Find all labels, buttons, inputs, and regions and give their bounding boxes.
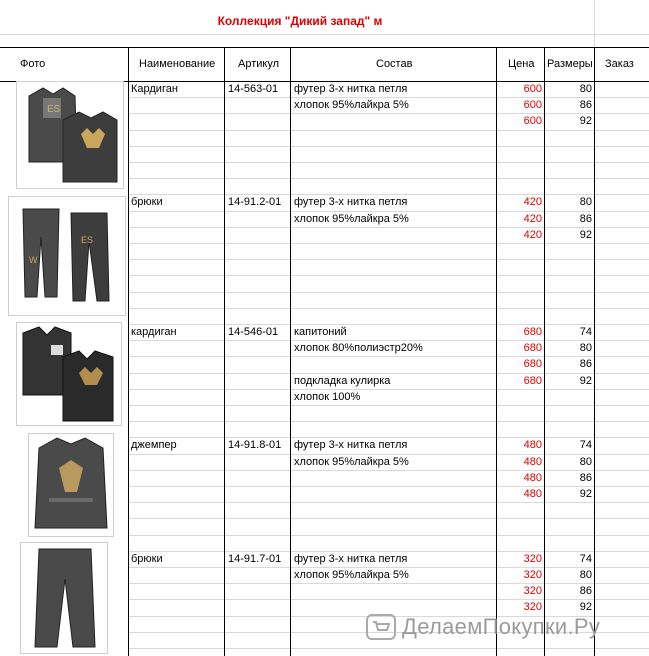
product-price: 680 <box>523 358 542 371</box>
watermark <box>366 612 600 642</box>
product-composition: хлопок 95%лайкра 5% <box>294 99 409 112</box>
cardigan-hoodie-image <box>16 81 124 189</box>
header-order: Заказ <box>605 58 634 70</box>
header-article: Артикул <box>238 58 280 70</box>
header-name: Наименование <box>139 58 216 70</box>
product-price: 480 <box>523 471 542 484</box>
product-price: 680 <box>523 326 542 338</box>
svg-text:ES: ES <box>47 104 61 115</box>
product-price: 420 <box>523 212 542 225</box>
product-composition: подкладка кулирка <box>294 374 391 387</box>
product-composition: хлопок 100% <box>294 390 361 403</box>
product-price: 680 <box>523 342 542 355</box>
product-price: 320 <box>523 585 542 598</box>
product-size: 86 <box>579 212 592 225</box>
watermark-text: ДелаемПокупки.Ру <box>402 614 601 639</box>
header-sizes: Размеры <box>547 58 593 70</box>
product-composition: футер 3-х нитка петля <box>294 439 408 452</box>
collection-title: Коллекция "Дикий запад" м <box>217 14 383 28</box>
svg-text:ES: ES <box>81 235 94 245</box>
product-price: 320 <box>523 601 542 614</box>
product-composition: капитоний <box>294 326 347 338</box>
pants-image <box>8 196 126 316</box>
product-composition: хлопок 95%лайкра 5% <box>294 569 409 581</box>
product-size: 86 <box>579 99 592 112</box>
product-composition: футер 3-х нитка петля <box>294 196 408 209</box>
product-composition: футер 3-х нитка петля <box>294 83 408 95</box>
product-article: 14-91.2-01 <box>228 196 282 209</box>
product-name: брюки <box>131 552 163 565</box>
product-article: 14-91.8-01 <box>228 439 282 452</box>
product-name: джемпер <box>131 439 177 452</box>
product-price: 420 <box>523 196 542 209</box>
product-article: 14-91.7-01 <box>228 552 282 565</box>
product-price: 600 <box>523 83 542 95</box>
product-price: 420 <box>523 228 542 241</box>
product-price: 320 <box>523 552 542 565</box>
product-size: 92 <box>579 374 592 387</box>
product-size: 86 <box>579 358 592 371</box>
product-size: 92 <box>579 228 592 241</box>
cart-icon <box>366 614 396 640</box>
jumper-image <box>28 433 114 537</box>
product-size: 80 <box>579 455 592 468</box>
product-composition: футер 3-х нитка петля <box>294 552 408 565</box>
product-size: 92 <box>579 488 592 500</box>
product-composition: хлопок 95%лайкра 5% <box>294 212 409 225</box>
product-size: 74 <box>579 439 592 452</box>
pants-plain-image <box>20 542 108 654</box>
svg-text:W: W <box>29 255 38 265</box>
product-price: 480 <box>523 455 542 468</box>
product-name: кардиган <box>131 326 177 338</box>
product-size: 80 <box>579 83 592 95</box>
product-size: 92 <box>579 115 592 128</box>
product-price: 480 <box>523 488 542 500</box>
product-size: 80 <box>579 569 592 581</box>
product-article: 14-563-01 <box>228 83 279 95</box>
product-price: 680 <box>523 374 542 387</box>
product-price: 320 <box>523 569 542 581</box>
header-price: Цена <box>508 58 535 70</box>
product-size: 74 <box>579 552 592 565</box>
product-size: 86 <box>579 585 592 598</box>
product-size: 86 <box>579 471 592 484</box>
product-size: 80 <box>579 196 592 209</box>
product-price: 480 <box>523 439 542 452</box>
product-price: 600 <box>523 115 542 128</box>
cardigan-jacket-image <box>16 322 122 426</box>
product-size: 74 <box>579 326 592 338</box>
header-composition: Состав <box>376 58 413 70</box>
product-composition: хлопок 80%полиэстр20% <box>294 342 423 355</box>
product-price: 600 <box>523 99 542 112</box>
product-size: 92 <box>579 601 592 614</box>
header-photo: Фото <box>20 58 46 70</box>
product-name: Кардиган <box>131 83 178 95</box>
product-size: 80 <box>579 342 592 355</box>
product-name: брюки <box>131 196 163 209</box>
product-composition: хлопок 95%лайкра 5% <box>294 455 409 468</box>
product-article: 14-546-01 <box>228 326 279 338</box>
